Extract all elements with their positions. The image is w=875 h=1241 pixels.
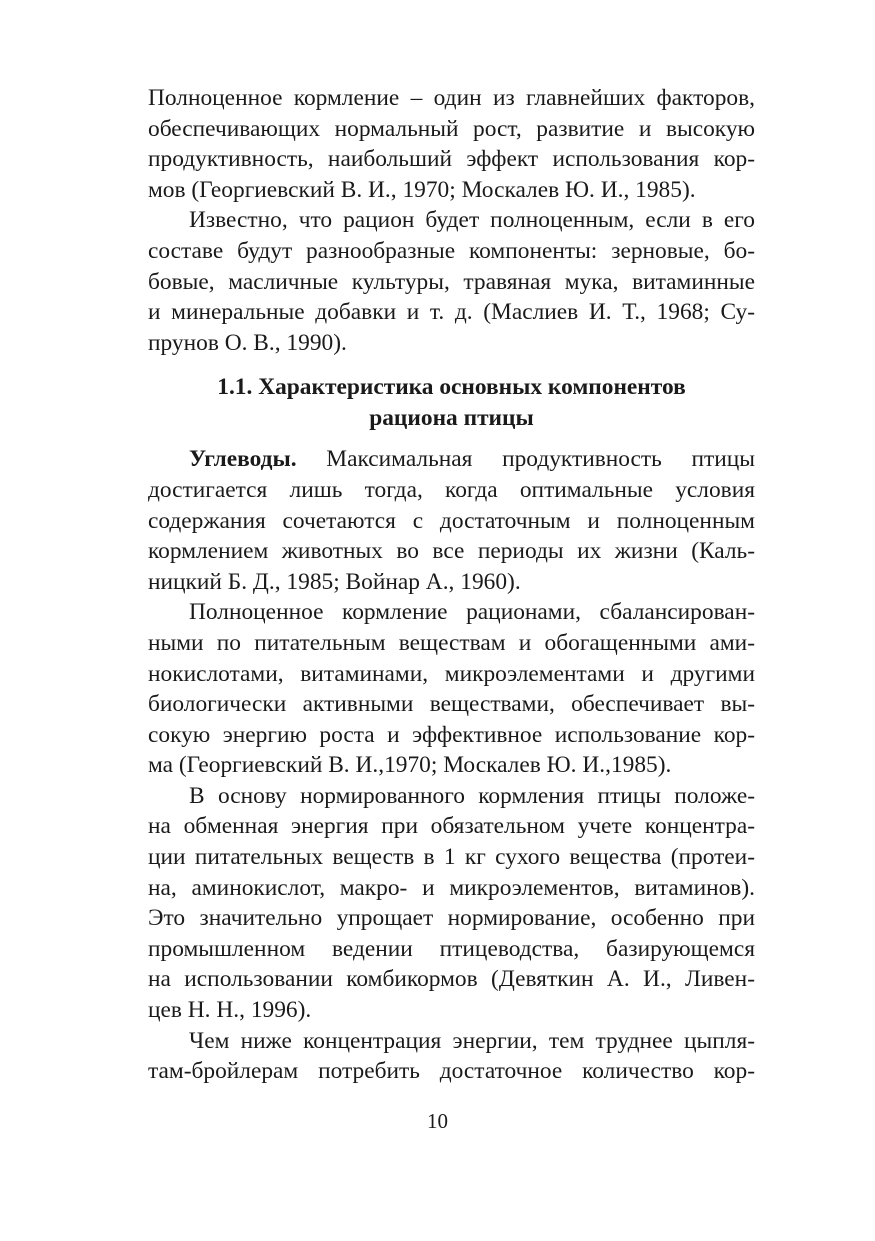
text-line: содержания сочетаются с достаточным и полноценным xyxy=(148,507,755,534)
text-line: ции питательных веществ в 1 кг сухого вещества (протеи- xyxy=(148,844,755,871)
paragraph xyxy=(148,83,755,205)
text-line: кормлением животных во все периоды их жизни (Каль- xyxy=(148,538,755,565)
text-line: продуктивность, наибольший эффект использования кор- xyxy=(148,146,755,173)
text-line: В основу нормированного кормления птицы положе- xyxy=(189,782,755,809)
page-body xyxy=(148,83,755,1087)
paragraph xyxy=(148,205,755,358)
text-run: Максимальная продуктивность птицы xyxy=(296,446,755,473)
text-line: на, аминокислот, макро- и микроэлементов, витаминов). xyxy=(148,874,755,901)
text-line: нокислотами, витаминами, микроэлементами и другими xyxy=(148,660,755,687)
text-line: сокую энергию роста и эффективное использование кор- xyxy=(148,721,755,748)
text-line: ницкий Б. Д., 1985; Войнар А., 1960). xyxy=(148,568,521,595)
text-line: промышленном ведении птицеводства, базирующемся xyxy=(148,935,755,962)
text-line: на обменная энергия при обязательном учете концентра- xyxy=(148,813,755,840)
section-heading xyxy=(148,372,755,434)
paragraph xyxy=(148,597,755,781)
text-line: Чем ниже концентрация энергии, тем труднее цыпля- xyxy=(189,1027,755,1054)
section-heading-line: 1.1. Характеристика основных компонентов xyxy=(217,374,686,401)
text-line: прунов О. В., 1990). xyxy=(148,329,347,356)
section-heading-line: рациона птицы xyxy=(369,405,534,432)
text-line: цев Н. Н., 1996). xyxy=(148,997,312,1024)
run-in-heading: Углеводы. xyxy=(189,446,297,473)
text-line: там-бройлерам потребить достаточное количество кор- xyxy=(148,1058,755,1085)
text-line: Полноценное кормление – один из главнейших факторов, xyxy=(148,85,755,111)
text-line: обеспечивающих нормальный рост, развитие и высокую xyxy=(148,115,755,142)
text-line: Полноценное кормление рационами, сбалансирован- xyxy=(189,599,755,626)
text-line xyxy=(148,444,755,475)
text-line: ма (Георгиевский В. И.,1970; Москалев Ю. И.,1985). xyxy=(148,752,672,779)
text-line: мов (Георгиевский В. И., 1970; Москалев Ю. И., 1985). xyxy=(148,176,696,203)
paragraph xyxy=(148,781,755,1026)
page-number: 10 xyxy=(427,1109,448,1133)
text-line: Это значительно упрощает нормирование, особенно при xyxy=(148,905,755,932)
text-line: ными по питательным веществам и обогащенными ами- xyxy=(148,629,755,656)
text-line: составе будут разнообразные компоненты: зерновые, бо- xyxy=(148,237,755,264)
text-line: на использовании комбикормов (Девяткин А. И., Ливен- xyxy=(148,966,755,993)
text-line: Известно, что рацион будет полноценным, если в его xyxy=(189,207,755,234)
paragraph xyxy=(148,1026,755,1087)
text-line: достигается лишь тогда, когда оптимальные условия xyxy=(148,476,755,503)
text-line: бовые, масличные культуры, травяная мука, витаминные xyxy=(148,268,755,295)
text-line: биологически активными веществами, обеспечивает вы- xyxy=(148,691,755,718)
paragraph xyxy=(148,444,755,597)
text-line: и минеральные добавки и т. д. (Маслиев И. Т., 1968; Су- xyxy=(148,299,755,326)
